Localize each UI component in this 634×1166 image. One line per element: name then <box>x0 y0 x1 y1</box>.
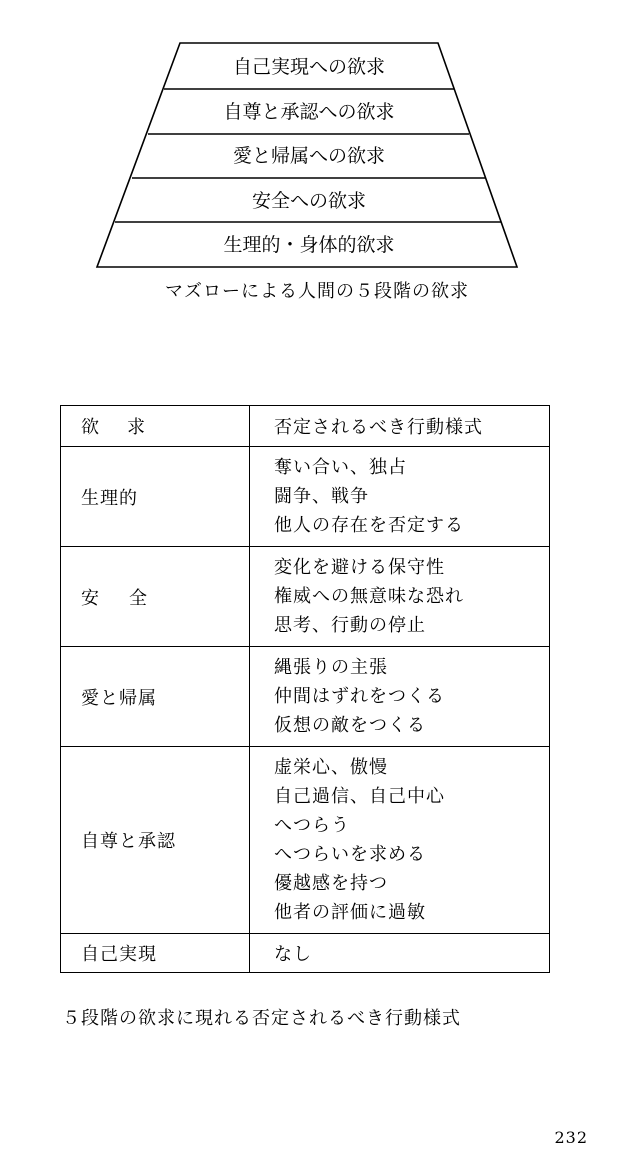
table-cell-line: へつらいを求める <box>274 844 426 865</box>
table-row <box>61 934 550 973</box>
maslow-pyramid <box>0 0 634 280</box>
table-cell-modes <box>250 647 550 747</box>
table-cell-line: 変化を避ける保守性 <box>274 557 445 578</box>
table-cell-need: 愛と帰属 <box>61 647 250 747</box>
table-cell-need: 安全 <box>61 547 250 647</box>
table-cell-line: 他人の存在を否定する <box>274 515 464 536</box>
table-cell-line: 思考、行動の停止 <box>274 615 426 636</box>
table-cell-need: 自己実現 <box>61 934 250 973</box>
pyramid-level-physiological: 生理的・身体的欲求 <box>223 234 395 256</box>
pyramid-level-safety: 安全への欲求 <box>251 190 367 212</box>
table-cell-modes <box>250 447 550 547</box>
table-cell-modes: なし <box>250 934 550 973</box>
pyramid-level-belonging: 愛と帰属への欲求 <box>232 145 386 167</box>
table-cell-need: 生理的 <box>61 447 250 547</box>
table-cell-modes <box>250 747 550 934</box>
needs-table-container <box>60 405 550 973</box>
table-caption: ５段階の欲求に現れる否定されるべき行動様式 <box>62 1008 461 1029</box>
table-header-modes: 否定されるべき行動様式 <box>250 406 550 447</box>
table-row <box>61 547 550 647</box>
table-cell-line: 虚栄心、傲慢 <box>274 757 388 778</box>
pyramid-level-self-actualization: 自己実現への欲求 <box>232 56 386 78</box>
table-cell-line: 権威への無意味な恐れ <box>274 586 464 607</box>
pyramid-caption: マズローによる人間の５段階の欲求 <box>165 281 469 302</box>
table-cell-line: 自己過信、自己中心 <box>274 786 445 807</box>
table-header-need: 欲求 <box>61 406 250 447</box>
needs-table <box>60 405 550 973</box>
table-cell-line: 仮想の敵をつくる <box>274 715 426 736</box>
table-cell-line: 仲間はずれをつくる <box>274 686 445 707</box>
table-cell-line: 縄張りの主張 <box>274 657 388 678</box>
table-header-row <box>61 406 550 447</box>
table-cell-modes <box>250 547 550 647</box>
pyramid-level-esteem: 自尊と承認への欲求 <box>223 101 395 123</box>
table-cell-line: 優越感を持つ <box>274 873 388 894</box>
table-row <box>61 647 550 747</box>
table-cell-line: 奪い合い、独占 <box>274 457 407 478</box>
table-row <box>61 447 550 547</box>
table-cell-line: 闘争、戦争 <box>274 486 369 507</box>
table-cell-line: へつらう <box>274 815 350 836</box>
table-cell-need: 自尊と承認 <box>61 747 250 934</box>
page-number: 232 <box>554 1128 588 1147</box>
table-cell-line: 他者の評価に過敏 <box>274 902 426 923</box>
table-row <box>61 747 550 934</box>
